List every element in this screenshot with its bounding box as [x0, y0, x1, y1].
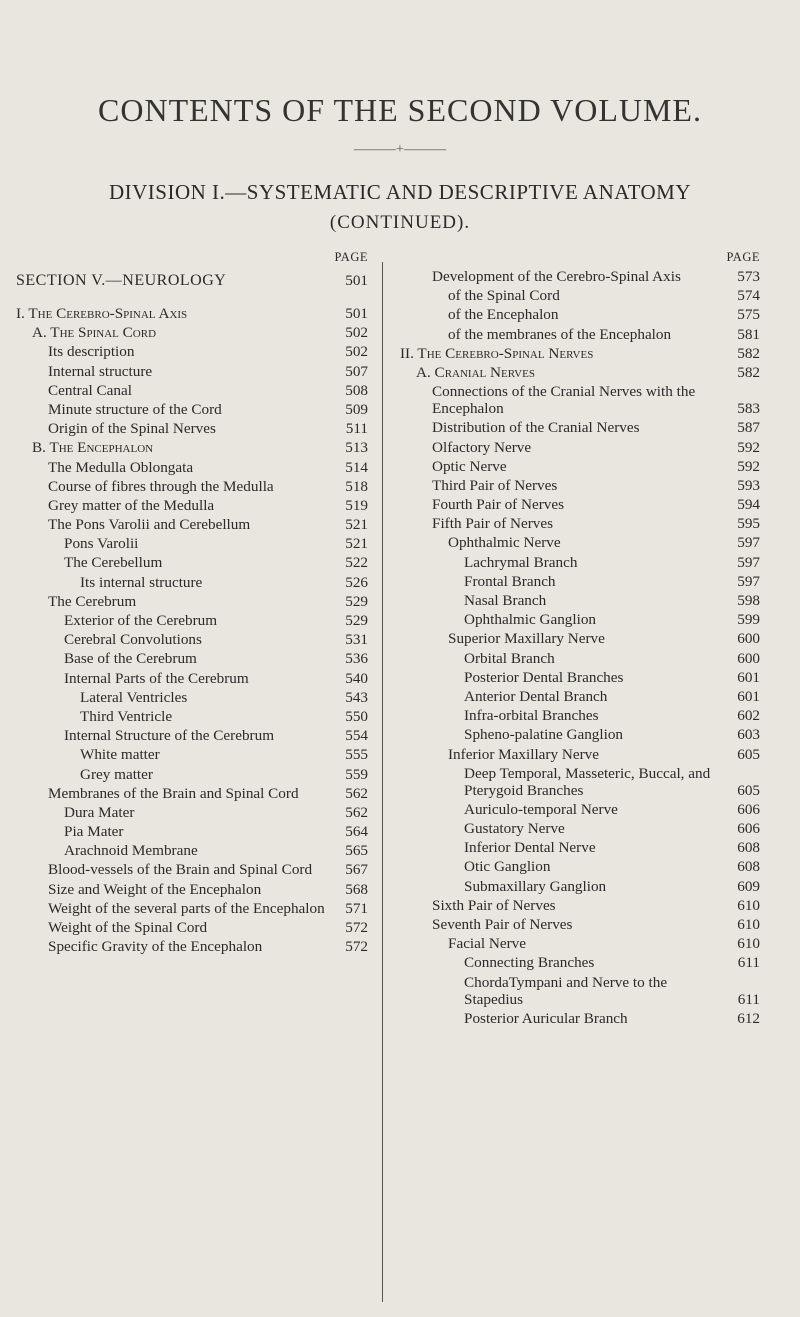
page-column-heading: PAGE: [334, 250, 368, 264]
toc-entry-title: Submaxillary Ganglion: [464, 877, 607, 895]
toc-entry-page: 572: [345, 919, 368, 936]
toc-entry: [16, 650, 368, 667]
toc-entry-page: 572: [345, 938, 368, 956]
toc-entry-title: Otic Ganglion: [464, 858, 551, 876]
toc-entry-page: 571: [345, 899, 368, 917]
toc-entry-page: 581: [737, 325, 760, 343]
toc-entry: [16, 766, 368, 783]
toc-entry-title: Orbital Branch: [464, 649, 555, 667]
toc-entry-title: Base of the Cerebrum: [64, 650, 197, 668]
toc-entry-title: Exterior of the Cerebrum: [64, 612, 218, 629]
column-divider-rule: [382, 262, 383, 1302]
toc-entry-page: 514: [345, 458, 368, 476]
toc-entry: [16, 861, 368, 878]
toc-entry: [16, 823, 368, 840]
toc-entry-page: 611: [737, 954, 760, 972]
toc-entry-page: 536: [345, 650, 368, 668]
toc-entry: [16, 612, 368, 629]
division-heading: DIVISION I.—SYSTEMATIC AND DESCRIPTIVE ANATOMY: [108, 180, 692, 204]
toc-entry: [16, 305, 368, 322]
toc-entry-title: B. The Encephalon: [32, 439, 154, 457]
toc-entry: [400, 592, 760, 609]
toc-entry-page: 605: [737, 745, 760, 763]
toc-entry: [16, 363, 368, 380]
toc-entry-title: Central Canal: [48, 381, 132, 399]
toc-entry-page: 501: [345, 272, 368, 289]
toc-entry: [400, 611, 760, 628]
toc-entry-title: Deep Temporal, Masseteric, Buccal, and Pterygoid Branches: [464, 764, 711, 799]
toc-entry: [16, 785, 368, 802]
toc-entry: [16, 900, 368, 917]
toc-entry: [400, 669, 760, 686]
toc-entry-title: Gustatory Nerve: [464, 820, 565, 838]
toc-entry-title: Grey matter: [80, 765, 153, 783]
toc-entry: [16, 670, 368, 687]
toc-entry-page: 598: [737, 592, 760, 609]
toc-entry-title: Membranes of the Brain and Spinal Cord: [48, 784, 299, 802]
toc-entry-title: The Cerebrum: [48, 592, 137, 610]
toc-entry-title: Spheno-palatine Ganglion: [464, 726, 624, 744]
toc-entry-title: ChordaTympani and Nerve to the Stapedius: [464, 973, 668, 1008]
toc-entry-page: 582: [737, 363, 760, 381]
page-column-heading: PAGE: [726, 250, 760, 264]
toc-entry-page: 502: [345, 324, 368, 342]
toc-entry: [400, 383, 760, 417]
toc-entry: [16, 324, 368, 341]
toc-entry: [16, 881, 368, 898]
toc-entry-title: Pons Varolii: [64, 535, 139, 553]
toc-entry-page: 575: [737, 306, 760, 324]
toc-entry-page: 508: [345, 381, 368, 399]
toc-entry-title: Origin of the Spinal Nerves: [48, 420, 216, 438]
toc-entry-title: Its internal structure: [80, 573, 203, 591]
toc-entry-page: 555: [345, 746, 368, 764]
toc-entry-page: 608: [737, 858, 760, 876]
toc-entry: [400, 515, 760, 532]
toc-entry-title: Olfactory Nerve: [432, 438, 532, 456]
toc-entry-title: Optic Nerve: [432, 457, 507, 475]
toc-entry-page: 502: [345, 343, 368, 361]
toc-entry: [400, 897, 760, 914]
toc-right-column: [400, 250, 760, 1029]
toc-entry-title: Lateral Ventricles: [80, 688, 188, 706]
toc-entry-title: The Cerebellum: [64, 554, 163, 572]
page-title: CONTENTS OF THE SECOND VOLUME.: [98, 92, 702, 128]
toc-entry-title: Ophthalmic Nerve: [448, 534, 561, 552]
toc-entry-title: Fifth Pair of Nerves: [432, 515, 554, 533]
toc-entry-title: Arachnoid Membrane: [64, 842, 198, 860]
toc-entry: [16, 439, 368, 456]
toc-entry-title: The Pons Varolii and Cerebellum: [48, 516, 251, 534]
toc-entry-page: 610: [737, 896, 760, 914]
toc-entry-page: 521: [345, 535, 368, 553]
toc-entry: [16, 919, 368, 936]
toc-entry: [16, 272, 368, 289]
toc-entry-page: 597: [737, 534, 760, 552]
toc-entry-page: 606: [737, 820, 760, 838]
toc-entry-title: Course of fibres through the Medulla: [48, 477, 274, 495]
toc-entry-page: 594: [737, 496, 760, 514]
toc-entry-page: 550: [345, 707, 368, 725]
toc-entry-title: Inferior Maxillary Nerve: [448, 745, 599, 763]
toc-entry-page: 582: [737, 344, 760, 362]
toc-entry-page: 612: [737, 1009, 760, 1027]
toc-entry-title: Nasal Branch: [464, 592, 547, 609]
toc-entry-title: Superior Maxillary Nerve: [448, 630, 605, 648]
toc-entry: [400, 726, 760, 743]
toc-entry: [400, 916, 760, 933]
toc-entry-page: 540: [345, 669, 368, 687]
ornament-divider: ———+———: [354, 142, 446, 157]
toc-entry-page: 611: [737, 990, 760, 1008]
toc-entry-page: 518: [345, 477, 368, 495]
toc-entry-list: [400, 268, 760, 1027]
toc-entry-title: of the membranes of the Encephalon: [448, 325, 672, 343]
continued-subheading: (CONTINUED).: [329, 212, 471, 233]
toc-entry: [400, 858, 760, 875]
toc-entry-title: Minute structure of the Cord: [48, 400, 222, 418]
toc-entry-page: 513: [345, 439, 368, 457]
toc-entry-title: Posterior Dental Branches: [464, 668, 624, 686]
toc-entry-page: 529: [345, 592, 368, 610]
toc-entry-title: Frontal Branch: [464, 572, 556, 590]
toc-entry: [400, 268, 760, 285]
toc-entry-page: 597: [737, 553, 760, 571]
toc-entry-page: 519: [345, 496, 368, 514]
toc-entry-page: 567: [345, 861, 368, 879]
toc-entry-title: Inferior Dental Nerve: [464, 839, 596, 857]
toc-entry-page: 606: [737, 800, 760, 818]
toc-entry-title: Third Ventricle: [80, 707, 173, 725]
toc-entry: [400, 287, 760, 304]
toc-entry: [400, 1010, 760, 1027]
toc-entry-page: 610: [737, 935, 760, 953]
toc-entry-page: 601: [737, 687, 760, 705]
toc-entry-title: Weight of the Spinal Cord: [48, 919, 208, 936]
toc-entry-title: Internal Parts of the Cerebrum: [64, 669, 249, 687]
toc-entry-page: 543: [345, 688, 368, 706]
toc-entry: [16, 804, 368, 821]
toc-entry-title: Development of the Cerebro-Spinal Axis: [432, 268, 681, 285]
toc-entry-title: Size and Weight of the Encephalon: [48, 880, 262, 898]
toc-entry-title: Internal Structure of the Cerebrum: [64, 727, 275, 745]
toc-entry: [16, 420, 368, 437]
toc-entry: [400, 878, 760, 895]
toc-entry: [400, 477, 760, 494]
toc-entry-page: 509: [345, 400, 368, 418]
toc-entry-list: [16, 272, 368, 955]
toc-entry-page: 600: [737, 649, 760, 667]
toc-entry-title: of the Spinal Cord: [448, 287, 560, 305]
toc-entry-title: Sixth Pair of Nerves: [432, 896, 556, 914]
toc-entry-title: Anterior Dental Branch: [464, 687, 608, 705]
toc-entry-title: SECTION V.—NEUROLOGY: [16, 272, 227, 289]
toc-entry-page: 559: [345, 765, 368, 783]
toc-entry-title: Distribution of the Cranial Nerves: [432, 419, 640, 437]
toc-entry: [16, 535, 368, 552]
toc-entry: [16, 401, 368, 418]
toc-entry: [400, 439, 760, 456]
toc-entry-title: The Medulla Oblongata: [48, 458, 194, 476]
toc-entry: [400, 974, 760, 1008]
toc-entry-title: Weight of the several parts of the Encephalon: [48, 899, 325, 917]
toc-entry-title: Auriculo-temporal Nerve: [464, 800, 618, 818]
toc-entry-title: Ophthalmic Ganglion: [464, 611, 597, 629]
toc-entry-page: 610: [737, 916, 760, 933]
toc-entry: [16, 938, 368, 955]
toc-entry-page: 554: [345, 727, 368, 745]
toc-entry: [400, 326, 760, 343]
toc-entry-title: Seventh Pair of Nerves: [432, 916, 573, 933]
toc-entry-title: Fourth Pair of Nerves: [432, 496, 565, 514]
toc-entry-title: White matter: [80, 746, 160, 764]
toc-entry-title: Facial Nerve: [448, 935, 527, 953]
toc-entry: [16, 631, 368, 648]
toc-entry-page: 600: [737, 630, 760, 648]
toc-entry: [400, 765, 760, 799]
toc-entry-title: Posterior Auricular Branch: [464, 1009, 628, 1027]
toc-entry-page: 592: [737, 457, 760, 475]
toc-entry: [16, 842, 368, 859]
toc-entry-page: 562: [345, 784, 368, 802]
toc-entry-page: 526: [345, 573, 368, 591]
toc-entry-page: 507: [345, 362, 368, 380]
toc-entry-page: 564: [345, 823, 368, 841]
toc-entry: [16, 516, 368, 533]
toc-entry-page: 602: [737, 707, 760, 725]
toc-entry: [400, 496, 760, 513]
toc-entry-title: Third Pair of Nerves: [432, 476, 558, 494]
toc-entry-page: 565: [345, 842, 368, 860]
toc-entry-title: Dura Mater: [64, 803, 135, 821]
toc-entry: [16, 459, 368, 476]
toc-entry: [16, 574, 368, 591]
toc-entry-page: 599: [737, 611, 760, 629]
toc-entry-page: 521: [345, 516, 368, 534]
toc-entry: [400, 573, 760, 590]
toc-entry: [400, 801, 760, 818]
toc-entry: [16, 554, 368, 571]
toc-entry: [16, 478, 368, 495]
toc-entry-page: 501: [345, 305, 368, 322]
toc-entry-page: 522: [345, 554, 368, 572]
toc-entry-title: I. The Cerebro-Spinal Axis: [16, 305, 188, 322]
toc-entry-title: II. The Cerebro-Spinal Nerves: [400, 344, 594, 362]
toc-entry-page: 605: [737, 781, 760, 799]
toc-entry: [400, 935, 760, 952]
toc-entry-title: Grey matter of the Medulla: [48, 496, 215, 514]
toc-entry: [400, 458, 760, 475]
toc-entry-title: Pia Mater: [64, 823, 124, 841]
toc-entry-title: of the Encephalon: [448, 306, 559, 324]
toc-entry: [400, 820, 760, 837]
toc-entry: [400, 554, 760, 571]
toc-entry: [400, 534, 760, 551]
toc-entry-page: 573: [737, 268, 760, 285]
toc-entry-page: 601: [737, 668, 760, 686]
toc-entry: [16, 727, 368, 744]
toc-entry-title: Specific Gravity of the Encephalon: [48, 938, 263, 956]
toc-entry-title: Internal structure: [48, 362, 153, 380]
toc-entry: [16, 593, 368, 610]
toc-entry: [400, 954, 760, 971]
toc-entry-page: 595: [737, 515, 760, 533]
toc-entry: [400, 707, 760, 724]
toc-entry: [16, 343, 368, 360]
toc-entry-title: Its description: [48, 343, 135, 361]
toc-entry-page: 574: [737, 287, 760, 305]
toc-entry-title: Infra-orbital Branches: [464, 707, 599, 725]
toc-entry-page: 587: [737, 419, 760, 437]
toc-entry-page: 609: [737, 877, 760, 895]
toc-entry: [16, 497, 368, 514]
toc-entry-title: Cerebral Convolutions: [64, 631, 202, 649]
toc-entry-page: 583: [737, 400, 760, 418]
toc-entry-page: 562: [345, 803, 368, 821]
toc-entry: [16, 746, 368, 763]
toc-entry-page: 597: [737, 572, 760, 590]
toc-entry: [400, 345, 760, 362]
toc-entry-page: 603: [737, 726, 760, 744]
toc-entry-page: 593: [737, 476, 760, 494]
toc-entry-page: 568: [345, 880, 368, 898]
toc-entry: [400, 306, 760, 323]
toc-entry-page: 511: [345, 420, 368, 438]
toc-entry: [16, 708, 368, 725]
toc-entry: [400, 688, 760, 705]
toc-entry: [400, 364, 760, 381]
toc-entry-page: 529: [345, 612, 368, 629]
toc-entry-title: Lachrymal Branch: [464, 553, 578, 571]
toc-entry: [400, 839, 760, 856]
toc-entry: [400, 419, 760, 436]
toc-entry: [400, 650, 760, 667]
toc-entry-title: Blood-vessels of the Brain and Spinal Cord: [48, 861, 313, 879]
toc-entry: [16, 382, 368, 399]
toc-entry: [16, 689, 368, 706]
toc-entry: [400, 746, 760, 763]
toc-entry-title: Connections of the Cranial Nerves with the Encephalon: [432, 383, 696, 418]
toc-entry-page: 608: [737, 839, 760, 857]
toc-entry-page: 531: [345, 631, 368, 649]
toc-entry-title: A. Cranial Nerves: [416, 363, 535, 381]
toc-left-column: [16, 250, 368, 957]
toc-entry-title: Connecting Branches: [464, 954, 595, 972]
toc-entry-title: A. The Spinal Cord: [32, 324, 157, 342]
toc-entry-page: 592: [737, 438, 760, 456]
toc-entry: [400, 630, 760, 647]
